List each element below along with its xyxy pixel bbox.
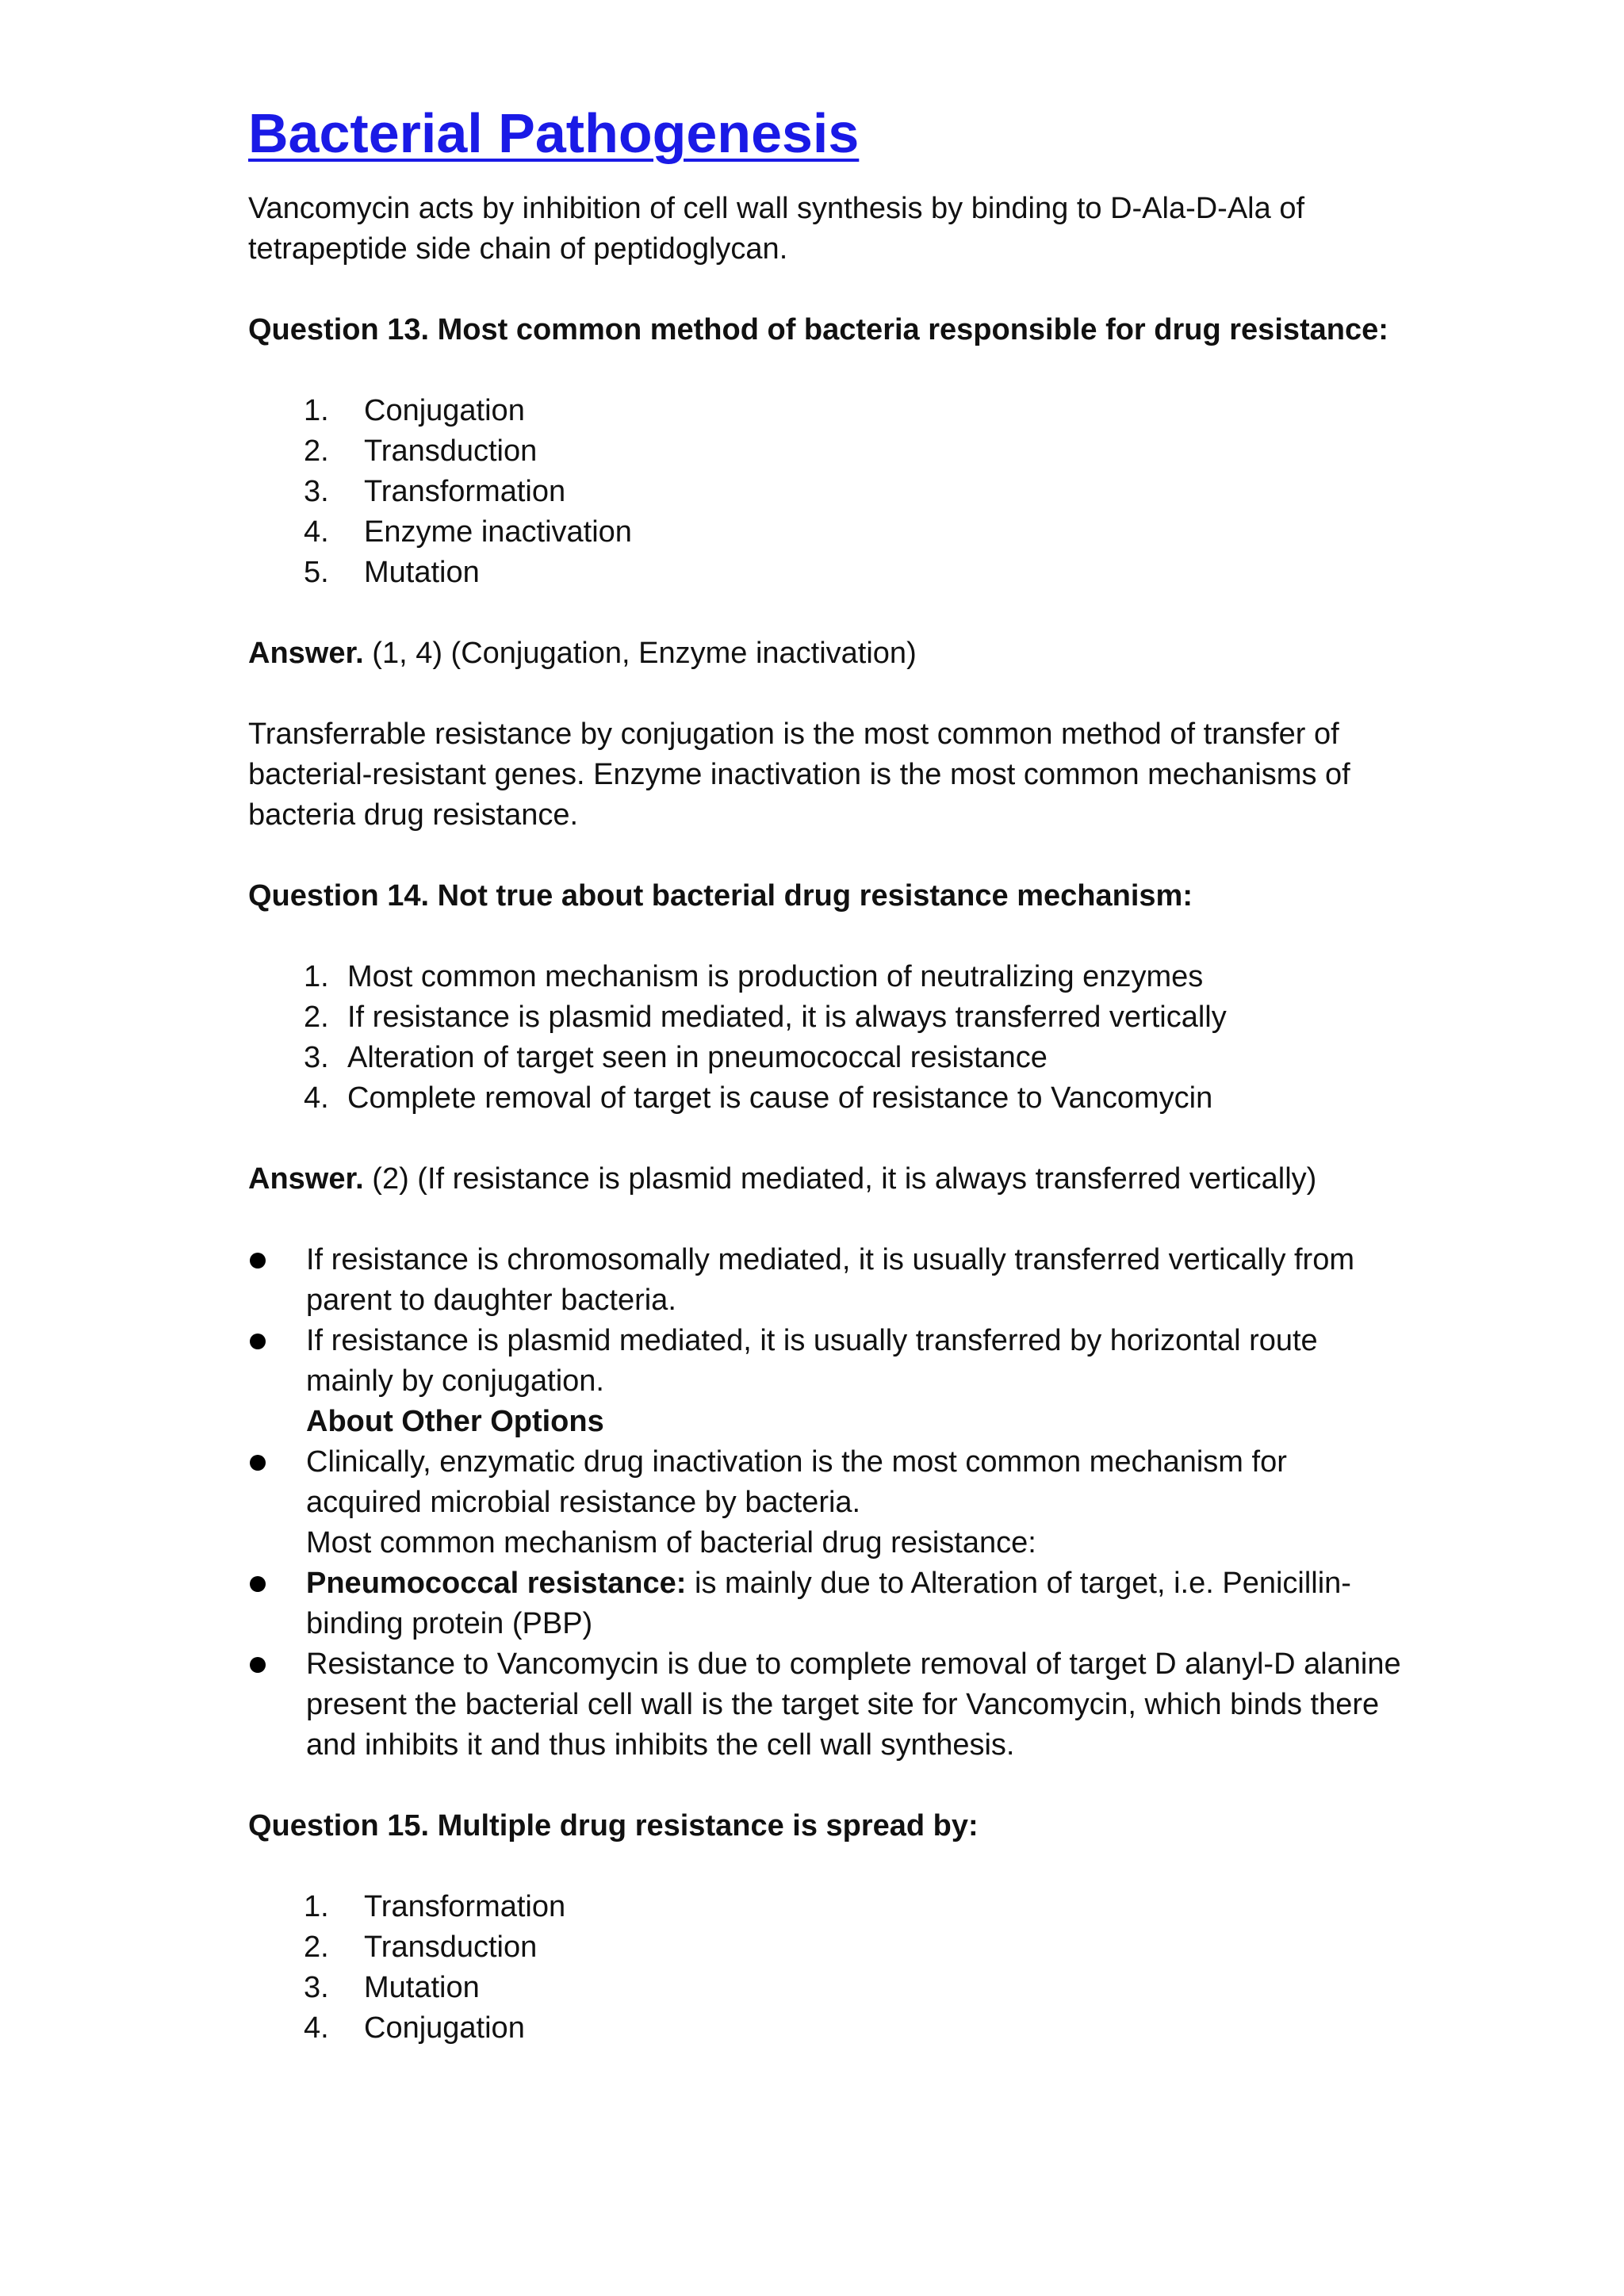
list-item: 4. Complete removal of target is cause of resistance to Vancomycin (304, 1081, 1213, 1115)
list-item: 2. Transduction (304, 434, 538, 468)
list-item: 3. Transformation (304, 475, 566, 508)
question-14-options (248, 957, 1406, 1119)
question-15: Question 15. Multiple drug resistance is spread by: (248, 1809, 979, 1843)
bullet-icon (250, 1657, 266, 1673)
list-item: If resistance is chromosomally mediated, it is usually transferred vertically from parent to daughter bacteria. (248, 1240, 1406, 1321)
bullet-icon (250, 1253, 266, 1269)
question-13-options (248, 391, 1406, 593)
question-14: Question 14. Not true about bacterial drug resistance mechanism: (248, 879, 1193, 913)
page-title-link[interactable]: Bacterial Pathogenesis (248, 102, 860, 164)
list-item: 1. Conjugation (304, 394, 525, 427)
other-options-heading: About Other Options (306, 1405, 604, 1438)
bullet-icon (250, 1334, 266, 1349)
list-item: 4. Conjugation (304, 2011, 525, 2045)
most-common-line: Most common mechanism of bacterial drug resistance: (306, 1526, 1036, 1559)
list-item: 2. Transduction (304, 1931, 538, 1964)
list-item: 1. Transformation (304, 1890, 566, 1923)
list-item: 3. Mutation (304, 1971, 480, 2004)
list-item: 2. If resistance is plasmid mediated, it is always transferred vertically (304, 1001, 1227, 1034)
list-item: 5. Mutation (304, 556, 480, 589)
list-item: 4. Enzyme inactivation (304, 515, 632, 549)
question-14-explanation-list (248, 1240, 1406, 1766)
question-13: Question 13. Most common method of bacteria responsible for drug resistance: (248, 313, 1388, 346)
document-page (248, 95, 1406, 2049)
question-13-explanation: Transferrable resistance by conjugation is the most common method of transfer of bacterial-resistant genes. Enzyme inactivation is the most common mechanisms of bacteria drug resistance. (248, 718, 1350, 832)
list-item: 1. Most common mechanism is production of neutralizing enzymes (304, 960, 1204, 993)
intro-paragraph: Vancomycin acts by inhibition of cell wall synthesis by binding to D-Ala-D-Ala of tetrapeptide side chain of peptidoglycan. (248, 192, 1305, 266)
list-item: Clinically, enzymatic drug inactivation is the most common mechanism for acquired microbial resistance by bacteria. (248, 1442, 1406, 1523)
list-item: If resistance is plasmid mediated, it is usually transferred by horizontal route mainly by conjugation. (248, 1321, 1406, 1402)
list-item: Resistance to Vancomycin is due to complete removal of target D alanyl-D alanine present the bacterial cell wall is the target site for Vancomycin, which binds there and inhibits it and thus inhibits the cell wall synthesis. (248, 1644, 1406, 1766)
bullet-icon (250, 1576, 266, 1592)
list-item: Pneumococcal resistance: is mainly due to Alteration of target, i.e. Penicillin-binding protein (PBP) (248, 1563, 1406, 1644)
question-14-answer: Answer. (2) (If resistance is plasmid mediated, it is always transferred vertically) (248, 1162, 1317, 1196)
list-item: 3. Alteration of target seen in pneumococcal resistance (304, 1041, 1048, 1074)
question-15-options (248, 1887, 1406, 2049)
question-13-answer: Answer. (1, 4) (Conjugation, Enzyme inactivation) (248, 637, 917, 670)
bullet-icon (250, 1455, 266, 1471)
